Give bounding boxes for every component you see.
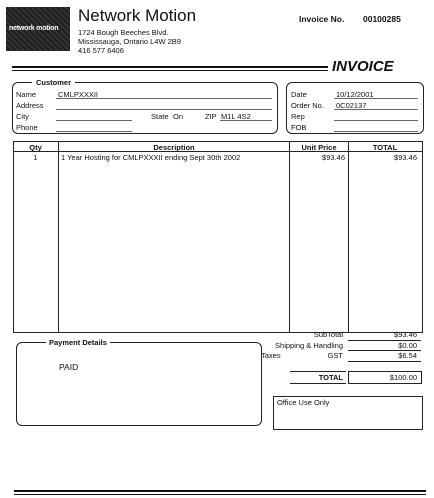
- invoice-title: INVOICE: [332, 58, 394, 75]
- order-no-underline: [334, 109, 418, 110]
- unit-price-column-divider: [348, 141, 349, 332]
- zip-underline: [220, 120, 272, 121]
- order-no-label: Order No.: [291, 101, 324, 110]
- total-label-rule-bottom: [290, 383, 346, 384]
- payment-details-title: Payment Details: [46, 338, 110, 347]
- phone-underline: [56, 131, 132, 132]
- subtotal-label: SubTotal: [313, 330, 343, 339]
- rep-underline: [334, 120, 418, 121]
- name-label: Name: [16, 90, 37, 99]
- taxes-label: Taxes: [261, 351, 281, 360]
- address-underline: [56, 109, 272, 110]
- header-rule: [12, 66, 328, 68]
- company-address-line-1: 1724 Bough Beeches Blvd.: [78, 28, 169, 37]
- logo-text: network motion: [9, 25, 59, 32]
- state-label: State: [151, 112, 169, 121]
- qty-header: Qty: [29, 143, 42, 152]
- order-date[interactable]: 10/12/2001: [336, 90, 374, 99]
- zip-label: ZIP: [205, 112, 217, 121]
- gst-value: $6.54: [398, 351, 417, 360]
- description-column-divider: [289, 141, 290, 332]
- footer-rule-thin: [14, 494, 426, 495]
- customer-zip[interactable]: M1L 4S2: [221, 112, 251, 121]
- customer-section-title: Customer: [32, 78, 75, 87]
- unit-price-header: Unit Price: [301, 143, 337, 152]
- company-phone: 416 577 6406: [78, 46, 124, 55]
- rep-label: Rep: [291, 112, 305, 121]
- customer-state[interactable]: On: [173, 112, 184, 121]
- row-description: 1 Year Hosting for CMLPXXXII ending Sept 30th 2002: [61, 153, 241, 162]
- fob-underline: [334, 131, 418, 132]
- total-header: TOTAL: [372, 143, 398, 152]
- address-label: Address: [16, 101, 44, 110]
- payment-status: PAID: [59, 362, 79, 372]
- subtotal-value: $93.46: [394, 330, 417, 339]
- grand-total-value: $100.00: [389, 373, 417, 382]
- total-label-rule: [290, 371, 346, 372]
- invoice-number-label: Invoice No.: [299, 14, 345, 24]
- company-address-line-2: Mississauga, Ontario L4W 2B9: [78, 37, 181, 46]
- fob-label: FOB: [291, 123, 307, 132]
- company-logo: [6, 7, 70, 51]
- header-rule-thin: [12, 70, 328, 71]
- company-name: Network Motion: [78, 6, 197, 25]
- row-qty: 1: [33, 153, 38, 162]
- gst-rule: [348, 361, 421, 362]
- total-label: TOTAL: [318, 373, 343, 382]
- shipping-label: Shipping & Handling: [275, 341, 343, 350]
- gst-label: GST: [327, 351, 343, 360]
- customer-box: [12, 82, 278, 134]
- office-use-label: Office Use Only: [277, 398, 330, 407]
- shipping-value: $0.00: [398, 341, 417, 350]
- payment-details-box: [16, 342, 262, 426]
- date-underline: [334, 98, 418, 99]
- city-label: City: [16, 112, 29, 121]
- footer-rule: [14, 490, 426, 492]
- order-number[interactable]: 0C02137: [336, 101, 367, 110]
- qty-column-divider: [58, 141, 59, 332]
- invoice-number: 00100285: [363, 14, 401, 24]
- description-header: Description: [153, 143, 195, 152]
- customer-name[interactable]: CMLPXXXII: [58, 90, 99, 99]
- phone-label: Phone: [16, 123, 38, 132]
- line-items-table: [13, 141, 423, 333]
- row-unit-price: $93.46: [322, 153, 345, 162]
- city-underline: [56, 120, 132, 121]
- row-total: $93.46: [394, 153, 417, 162]
- date-label: Date: [291, 90, 307, 99]
